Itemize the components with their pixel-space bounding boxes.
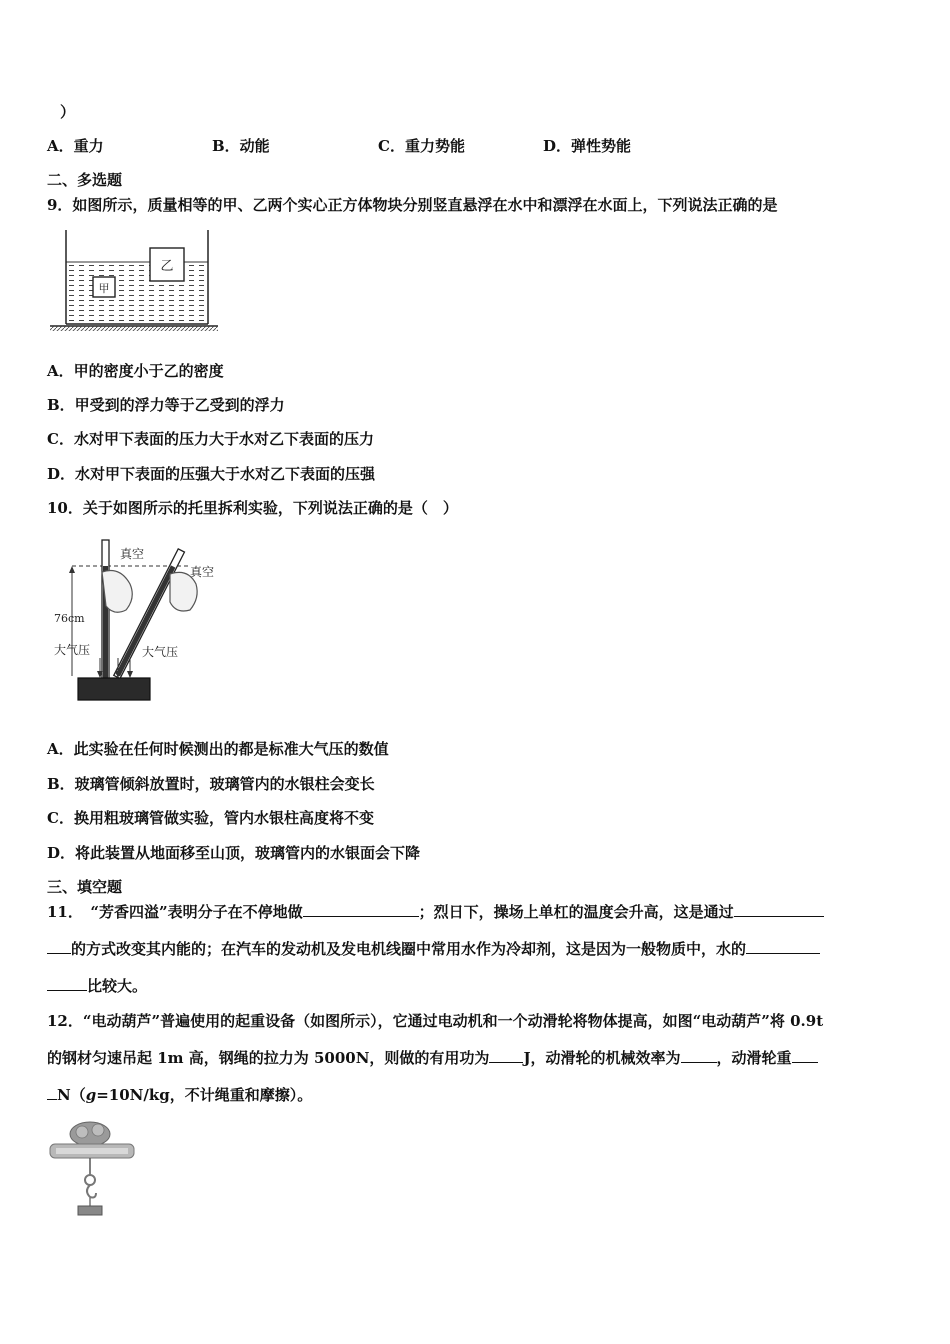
q8-option-c: C．重力势能 bbox=[378, 137, 465, 155]
q11-blank-3a[interactable] bbox=[746, 939, 820, 954]
q12-g-symbol: g bbox=[85, 1086, 97, 1104]
q12-blank-work[interactable] bbox=[489, 1048, 523, 1063]
q10-option-a: A．此实验在任何时候测出的都是标准大气压的数值 bbox=[47, 740, 389, 758]
label-vacuum-1: 真空 bbox=[120, 547, 145, 561]
section-title-multiple-choice: 二、多选题 bbox=[47, 171, 123, 189]
cube-jia bbox=[93, 277, 115, 297]
q10-stem: 10．关于如图所示的托里拆利实验，下列说法正确的是（ ） bbox=[47, 499, 458, 517]
q12-part-2a: 的钢材匀速吊起 1m 高，钢绳的拉力为 5000N，则做的有用功为 bbox=[47, 1049, 490, 1067]
q11-part-3: 的方式改变其内能的；在汽车的发动机及发电机线圈中常用水作为冷却剂，这是因为一般物质中，水的 bbox=[71, 940, 747, 958]
q8-option-a: A．重力 bbox=[47, 137, 104, 155]
q12-part-3b: =10N/kg，不计绳重和摩擦）。 bbox=[96, 1086, 313, 1104]
q11-part-1: 11． “芳香四溢”表明分子在不停地做 bbox=[47, 903, 303, 921]
q9-option-d: D．水对甲下表面的压强大于水对乙下表面的压强 bbox=[47, 465, 376, 483]
q11-line-1 bbox=[47, 902, 824, 922]
label-atm-2: 大气压 bbox=[142, 645, 179, 659]
cube-jia-label: 甲 bbox=[98, 282, 110, 295]
q11-blank-1[interactable] bbox=[303, 902, 419, 917]
q8-option-d: D．弹性势能 bbox=[543, 137, 632, 155]
q11-part-2: ；烈日下，操场上单杠的温度会升高，这是通过 bbox=[418, 903, 734, 921]
q11-blank-2b[interactable] bbox=[47, 939, 71, 954]
q8-option-b: B．动能 bbox=[212, 137, 270, 155]
label-vacuum-2: 真空 bbox=[190, 565, 215, 579]
q12-part-2c: ，动滑轮重 bbox=[716, 1049, 792, 1067]
q9-option-a: A．甲的密度小于乙的密度 bbox=[47, 362, 224, 380]
label-76cm: 76cm bbox=[54, 612, 85, 625]
q12-blank-weight-a[interactable] bbox=[792, 1048, 818, 1063]
q11-part-4: 比较大。 bbox=[87, 977, 148, 995]
q12-line-2 bbox=[47, 1048, 818, 1068]
q12-line-1: 12．“电动葫芦”普遍使用的起重设备（如图所示），它通过电动机和一个动滑轮将物体提高，如图“电动葫芦”将 0.9t bbox=[47, 1012, 824, 1030]
q10-option-b: B．玻璃管倾斜放置时，玻璃管内的水银柱会变长 bbox=[47, 775, 375, 793]
q9-option-c: C．水对甲下表面的压力大于水对乙下表面的压力 bbox=[47, 430, 374, 448]
q9-option-b: B．甲受到的浮力等于乙受到的浮力 bbox=[47, 396, 285, 414]
q11-line-3 bbox=[47, 976, 147, 996]
q12-blank-weight-b[interactable] bbox=[47, 1085, 57, 1100]
q10-option-d: D．将此装置从地面移至山顶，玻璃管内的水银面会下降 bbox=[47, 844, 421, 862]
q11-blank-2a[interactable] bbox=[734, 902, 824, 917]
q12-blank-efficiency[interactable] bbox=[681, 1048, 717, 1063]
q11-blank-3b[interactable] bbox=[47, 976, 87, 991]
q9-figure-water-container bbox=[48, 228, 220, 332]
q10-option-c: C．换用粗玻璃管做实验，管内水银柱高度将不变 bbox=[47, 809, 374, 827]
q12-part-2b: J，动滑轮的机械效率为 bbox=[523, 1049, 681, 1067]
q11-line-2 bbox=[47, 939, 820, 959]
question-paren-close: ） bbox=[60, 103, 76, 121]
q10-figure-torricelli bbox=[50, 528, 230, 708]
q12-line-3 bbox=[47, 1085, 312, 1105]
cube-yi-label: 乙 bbox=[160, 259, 174, 274]
q12-figure-electric-hoist bbox=[46, 1118, 138, 1220]
label-atm-1: 大气压 bbox=[54, 643, 91, 657]
q9-stem: 9．如图所示，质量相等的甲、乙两个实心正方体物块分别竖直悬浮在水中和漂浮在水面上，下列说法正确的是 bbox=[47, 196, 778, 214]
q12-part-3a: N（ bbox=[57, 1086, 86, 1104]
cube-yi bbox=[150, 248, 184, 281]
section-title-fill-blank: 三、填空题 bbox=[47, 878, 123, 896]
